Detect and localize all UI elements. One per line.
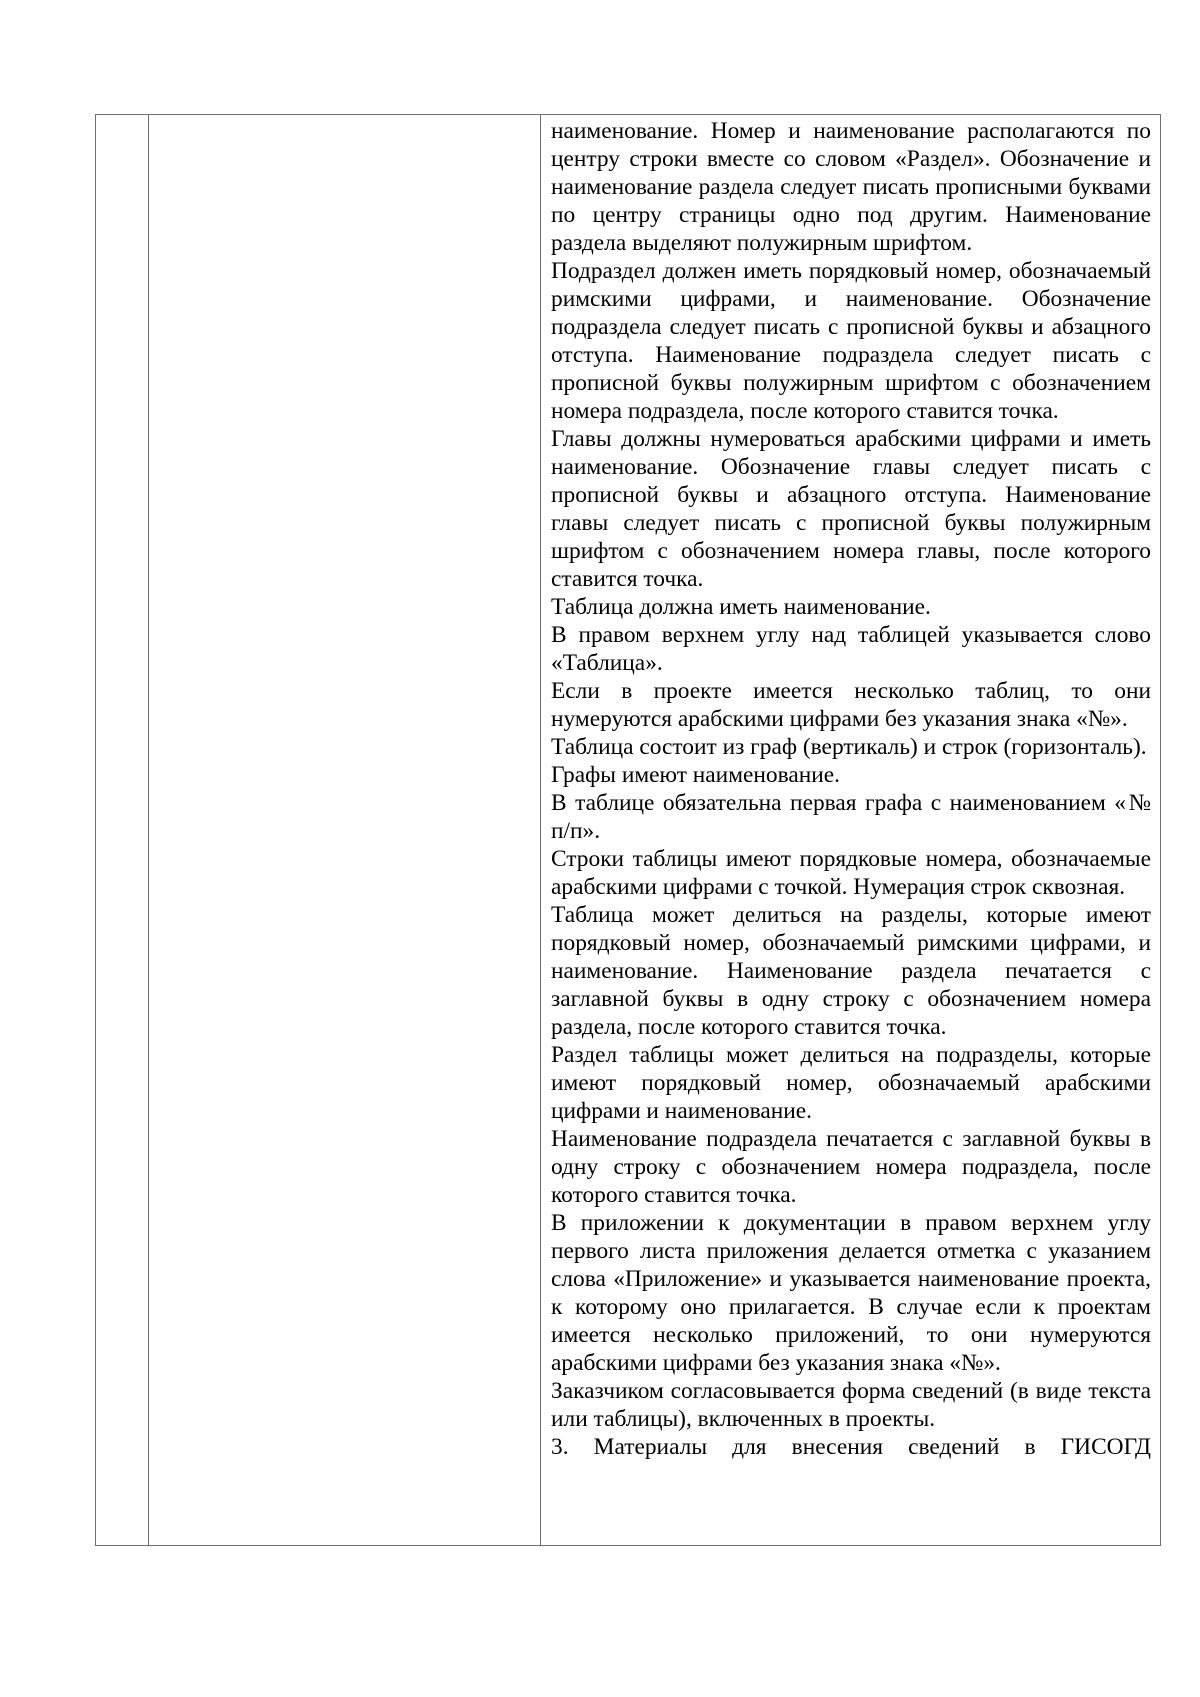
paragraph-table-structure: Таблица состоит из граф (вертикаль) и строк (горизонталь).	[551, 734, 1147, 760]
document-table	[95, 114, 1161, 1546]
name-cell	[149, 115, 541, 1546]
paragraph-table-name: Таблица должна иметь наименование.	[551, 594, 931, 620]
text-cell-content	[541, 115, 1160, 1545]
paragraph-table-sections: Таблица может делиться на разделы, которые имеют порядковый номер, обозначаемый римскими цифрами, и наименование. Наименование раздела печатается с заглавной буквы в одну строку с обозначением номера раздела, после которого ставится точка.	[551, 902, 1151, 1040]
paragraph-chapters: Главы должны нумероваться арабскими цифрами и иметь наименование. Обозначение главы следует писать с прописной буквы и абзацного отступа. Наименование главы следует писать с прописной буквы полужирным шрифтом с обозначением номера главы, после которого ставится точка.	[551, 426, 1151, 592]
paragraph-table-numbering: Если в проекте имеется несколько таблиц, то они нумеруются арабскими цифрами без указания знака «№».	[551, 678, 1151, 732]
text-cell	[541, 115, 1161, 1546]
paragraph-first-column: В таблице обязательна первая графа с наименованием «№ п/п».	[551, 790, 1151, 844]
number-cell	[96, 115, 149, 1546]
paragraph-row-numbers: Строки таблицы имеют порядковые номера, обозначаемые арабскими цифрами с точкой. Нумерация строк сквозная.	[551, 846, 1151, 900]
paragraph-materials-heading: 3. Материалы для внесения сведений в ГИСОГД	[551, 1434, 1151, 1460]
paragraph-table-word: В правом верхнем углу над таблицей указывается слово «Таблица».	[551, 622, 1151, 676]
paragraph-customer-form: Заказчиком согласовывается форма сведений (в виде текста или таблицы), включенных в проекты.	[551, 1378, 1151, 1432]
paragraph-section-naming: наименование. Номер и наименование располагаются по центру строки вместе со словом «Раздел». Обозначение и наименование раздела следует писать прописными буквами по центру страницы одно под другим. Наименование раздела выделяют полужирным шрифтом.	[551, 118, 1151, 256]
paragraph-column-names: Графы имеют наименование.	[551, 762, 840, 788]
paragraph-table-subsections: Раздел таблицы может делиться на подразделы, которые имеют порядковый номер, обозначаемый арабскими цифрами и наименование.	[551, 1042, 1151, 1124]
paragraph-subsection-name: Наименование подраздела печатается с заглавной буквы в одну строку с обозначением номера подраздела, после которого ставится точка.	[551, 1126, 1151, 1208]
paragraph-appendix: В приложении к документации в правом верхнем углу первого листа приложения делается отметка с указанием слова «Приложение» и указывается наименование проекта, к которому оно прилагается. В случае если к проектам имеется несколько приложений, то они нумеруются арабскими цифрами без указания знака «№».	[551, 1210, 1151, 1376]
paragraph-subsection: Подраздел должен иметь порядковый номер, обозначаемый римскими цифрами, и наименование. Обозначение подраздела следует писать с прописной буквы и абзацного отступа. Наименование подраздела следует писать с прописной буквы полужирным шрифтом с обозначением номера подраздела, после которого ставится точка.	[551, 258, 1151, 424]
table-row	[96, 115, 1161, 1546]
